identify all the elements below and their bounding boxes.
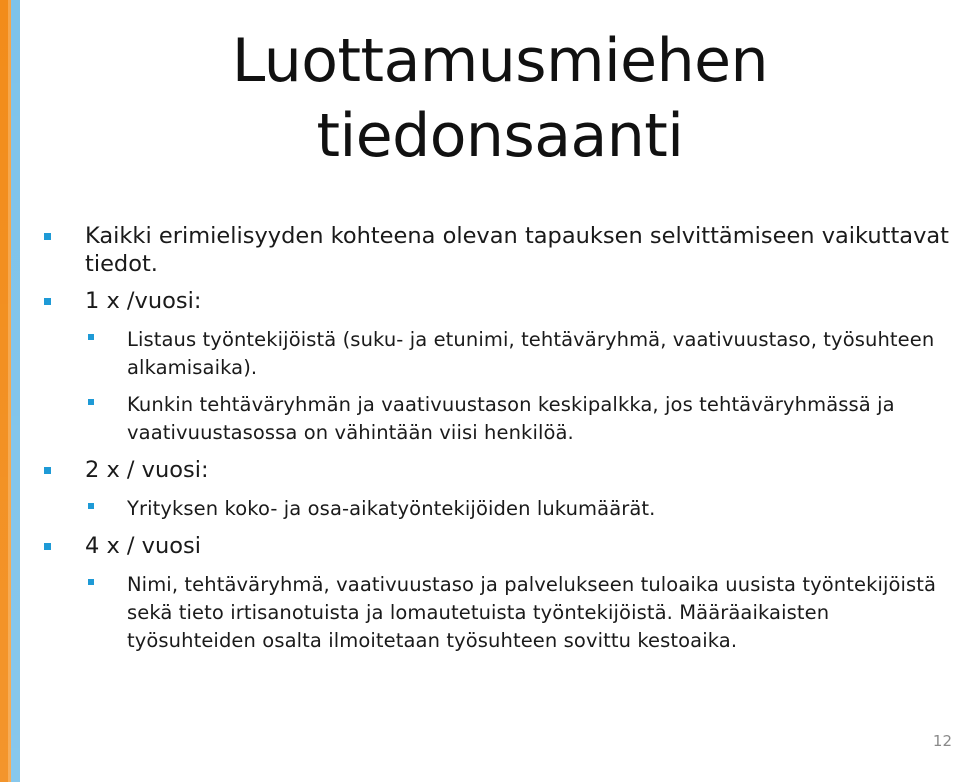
list-item-text: Listaus työntekijöistä (suku- ja etunimi, tehtäväryhmä, vaativuustaso, työsuhteen alkamisaika). xyxy=(127,328,935,379)
square-bullet-icon xyxy=(88,399,94,405)
page-number: 12 xyxy=(932,732,952,750)
square-bullet-icon xyxy=(44,467,51,474)
square-bullet-icon xyxy=(44,543,51,550)
list-item-text: Kaikki erimielisyyden kohteena olevan tapauksen selvittämiseen vaikuttavat tiedot. xyxy=(85,223,950,277)
list-item xyxy=(42,287,957,315)
list-item-text: Nimi, tehtäväryhmä, vaativuustaso ja palvelukseen tuloaika uusista työntekijöistä sekä tieto irtisanotuista ja lomautetuista työntekijöistä. Määräaikaisten työsuhteiden osalta ilmoitetaan työsuhteen sovittu kestoaika. xyxy=(127,573,937,652)
slide-title xyxy=(110,24,890,174)
list-item-text: 1 x /vuosi: xyxy=(85,288,202,314)
list-item-text: 2 x / vuosi: xyxy=(85,457,209,483)
list-item-text: Kunkin tehtäväryhmän ja vaativuustason keskipalkka, jos tehtäväryhmässä ja vaativuustasossa on vähintään viisi henkilöä. xyxy=(127,393,895,444)
list-item xyxy=(42,391,957,447)
square-bullet-icon xyxy=(88,579,94,585)
square-bullet-icon xyxy=(88,334,94,340)
list-item xyxy=(42,571,957,655)
list-item xyxy=(42,326,957,382)
square-bullet-icon xyxy=(44,233,51,240)
decorative-side-bar xyxy=(0,0,20,782)
list-item xyxy=(42,222,957,278)
list-item xyxy=(42,495,957,523)
list-item-text: 4 x / vuosi xyxy=(85,533,201,559)
list-item xyxy=(42,456,957,484)
square-bullet-icon xyxy=(88,503,94,509)
side-bar-shade xyxy=(0,0,20,782)
list-item-text: Yrityksen koko- ja osa-aikatyöntekijöiden lukumäärät. xyxy=(127,497,656,520)
slide-title-line-2: tiedonsaanti xyxy=(316,101,684,171)
slide-title-line-1: Luottamusmiehen xyxy=(231,26,769,96)
square-bullet-icon xyxy=(44,298,51,305)
list-item xyxy=(42,532,957,560)
bullet-list xyxy=(42,222,957,655)
